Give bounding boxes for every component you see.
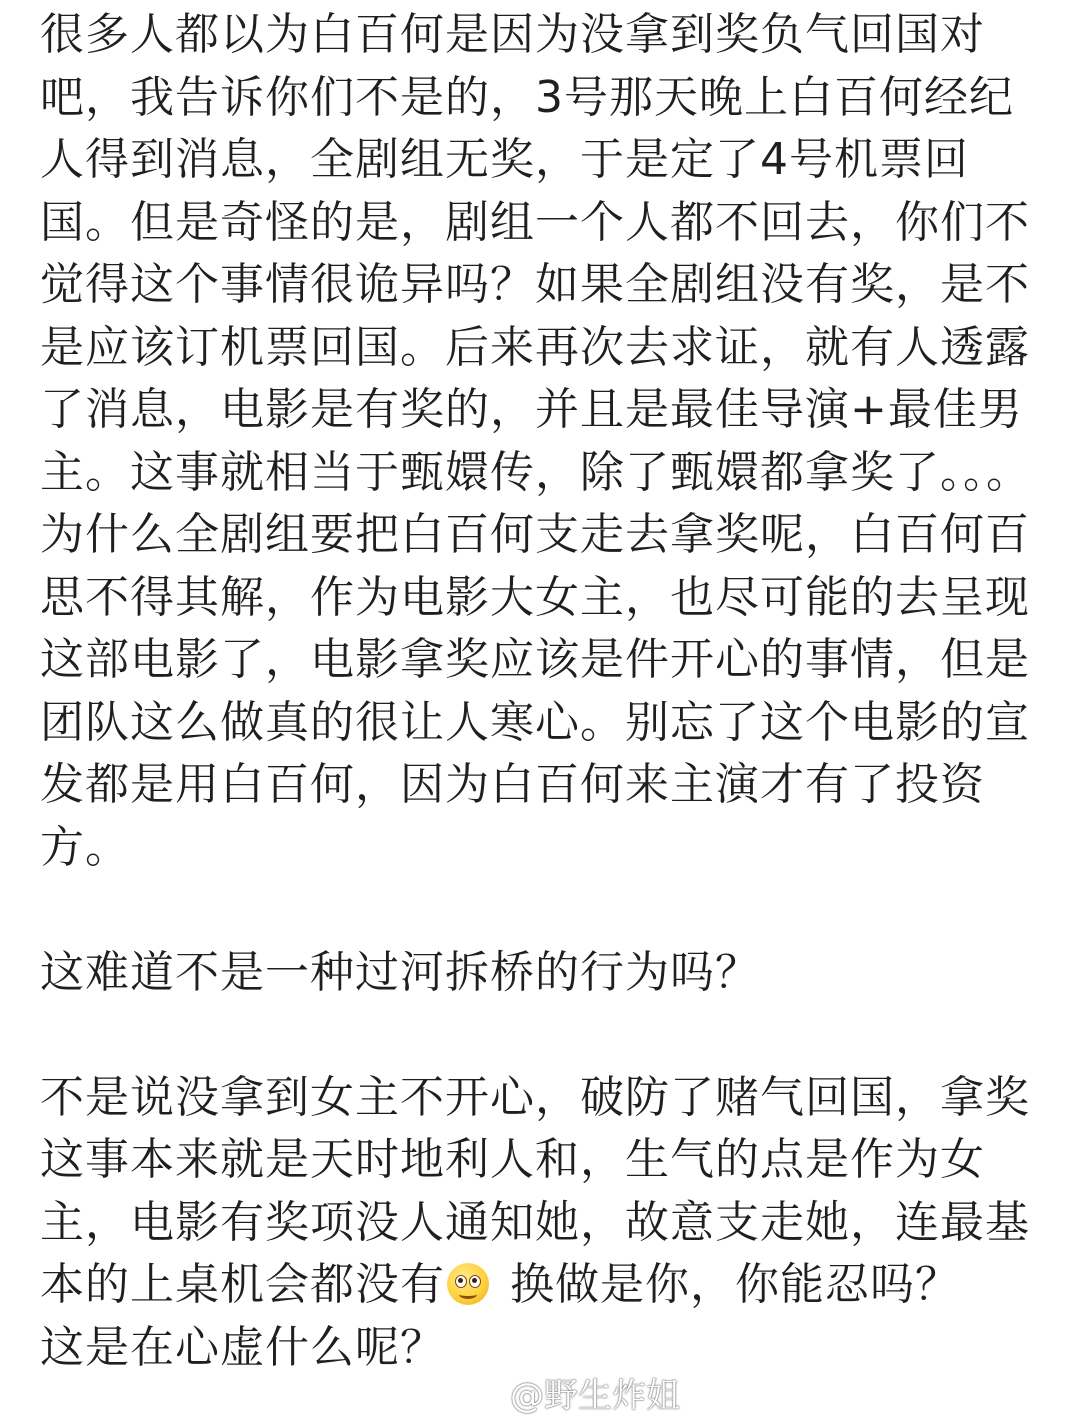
weibo-logo-icon [470,1382,504,1410]
post-paragraph-3-text-a: 不是说没拿到女主不开心，破防了赌气回国，拿奖这事本来就是天时地利人和，生气的点是作为女主，电影有奖项没人通知她，故意支走她，连最基本的上桌机会都没有 [40,1071,1030,1310]
dizzy-smile-emoji-icon [447,1263,489,1305]
watermark [470,1376,680,1416]
post-paragraph-3 [40,1067,1050,1380]
post-paragraph-2: 这难道不是一种过河拆桥的行为吗？ [40,946,760,998]
post-paragraph-3-text-b: 换做是你，你能忍吗？ 这是在心虚什么呢？ [40,1259,960,1373]
post-body [40,4,1050,1379]
post-paragraph-1: 很多人都以为白百何是因为没拿到奖负气回国对吧，我告诉你们不是的，3号那天晚上白百何经纪人得到消息，全剧组无奖，于是定了4号机票回国。但是奇怪的是，剧组一个人都不回去，你们不觉得这个事情很诡异吗？如果全剧组没有奖，是不是应该订机票回国。后来再次去求证，就有人透露了消息，电影是有奖的，并且是最佳导演+最佳男主。这事就相当于甄嬛传，除了甄嬛都拿奖了。。。为什么全剧组要把白百何支走去拿奖呢，白百何百思不得其解，作为电影大女主，也尽可能的去呈现这部电影了，电影拿奖应该是件开心的事情，但是团队这么做真的很让人寒心。别忘了这个电影的宣发都是用白百何，因为白百何来主演才有了投资方。 [40,9,1031,873]
watermark-text: @野生炸姐 [510,1376,680,1416]
